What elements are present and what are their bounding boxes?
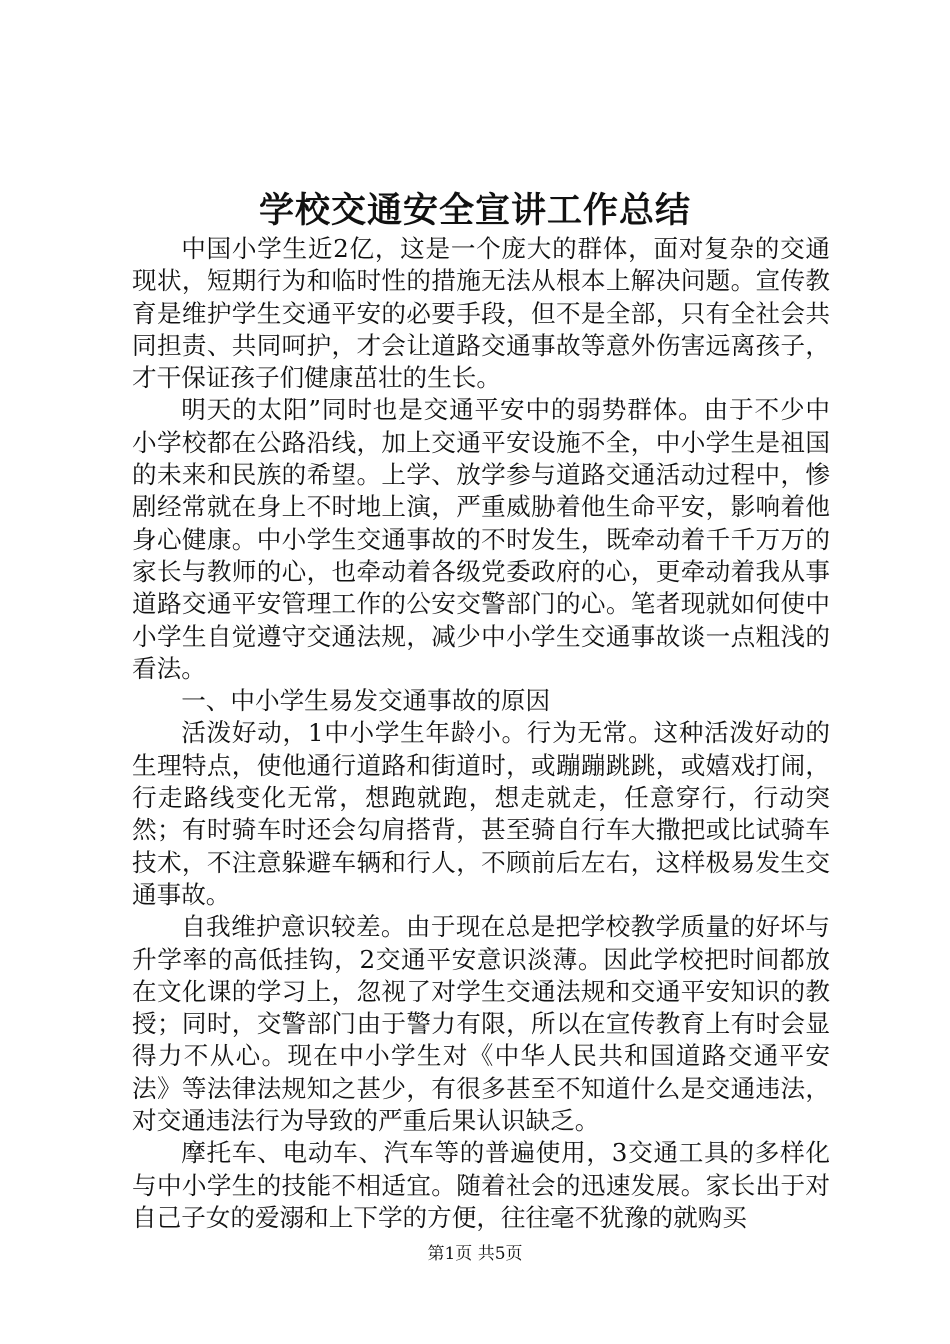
paragraph: 活泼好动，1中小学生年龄小。行为无常。这种活泼好动的生理特点，使他通行道路和街道时，或蹦蹦跳跳，或嬉戏打闹，行走路线变化无常，想跑就跑，想走就走，任意穿行，行动突然；有时骑车时还会勾肩搭背，甚至骑自行车大撒把或比试骑车技术，不注意躲避车辆和行人，不顾前后左右，这样极易发生交通事故。 (132, 718, 830, 909)
paragraph: 明天的太阳”同时也是交通平安中的弱势群体。由于不少中小学校都在公路沿线，加上交通平安设施不全，中小学生是祖国的未来和民族的希望。上学、放学参与道路交通活动过程中，惨剧经常就在身上不时地上演，严重威胁着他生命平安，影响着他身心健康。中小学生交通事故的不时发生，既牵动着千千万万的家长与教师的心，也牵动着各级党委政府的心，更牵动着我从事道路交通平安管理工作的公安交警部门的心。笔者现就如何使中小学生自觉遵守交通法规，减少中小学生交通事故谈一点粗浅的看法。 (132, 395, 830, 683)
paragraph: 中国小学生近2亿，这是一个庞大的群体，面对复杂的交通现状，短期行为和临时性的措施无法从根本上解决问题。宣传教育是维护学生交通平安的必要手段，但不是全部，只有全社会共同担责、共同呵护，才会让道路交通事故等意外伤害远离孩子，才干保证孩子们健康茁壮的生长。 (132, 234, 830, 393)
section-heading: 一、中小学生易发交通事故的原因 (181, 686, 551, 716)
paragraph: 自我维护意识较差。由于现在总是把学校教学质量的好坏与升学率的高低挂钩，2交通平安意识淡薄。因此学校把时间都放在文化课的学习上，忽视了对学生交通法规和交通平安知识的教授；同时，交警部门由于警力有限，所以在宣传教育上有时会显得力不从心。现在中小学生对《中华人民共和国道路交通平安法》等法律法规知之甚少，有很多甚至不知道什么是交通违法，对交通违法行为导致的严重后果认识缺乏。 (132, 912, 830, 1136)
document-body (132, 233, 830, 1234)
document-title: 学校交通安全宣讲工作总结 (258, 190, 691, 231)
paragraph: 摩托车、电动车、汽车等的普遍使用，3交通工具的多样化与中小学生的技能不相适宜。随着社会的迅速发展。家长出于对自己子女的爱溺和上下学的方便，往往毫不犹豫的就购买 (132, 1138, 830, 1232)
page-number-footer: 第1页 共5页 (427, 1244, 523, 1264)
